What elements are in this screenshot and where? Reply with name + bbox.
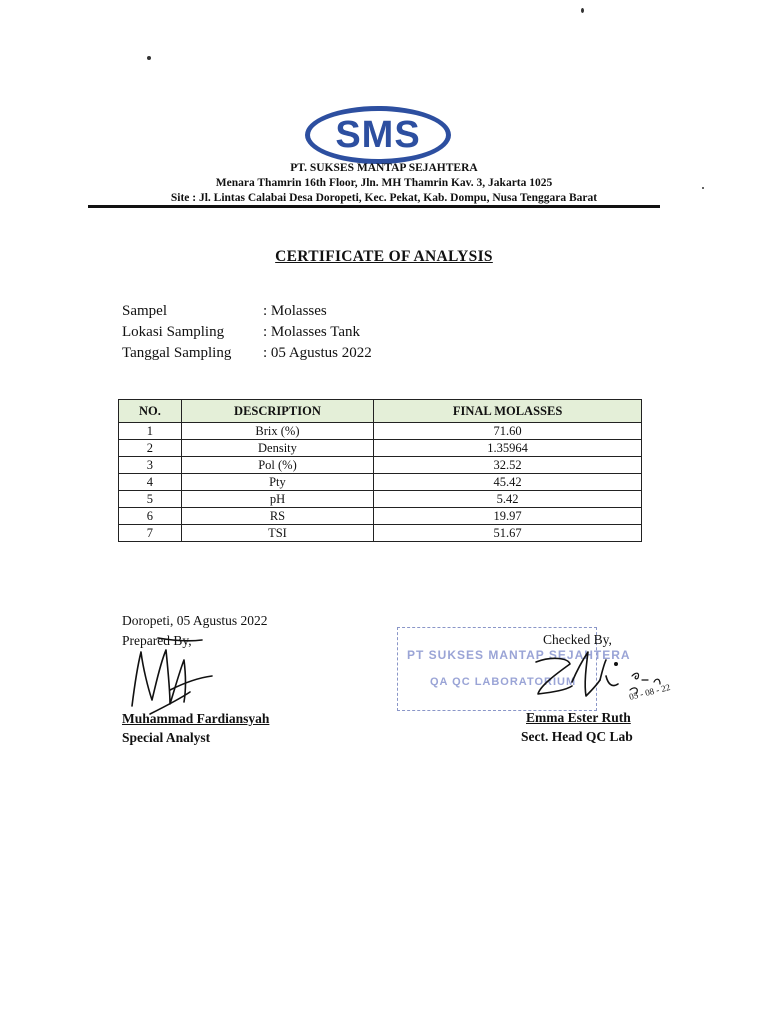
checker-role: Sect. Head QC Lab (521, 729, 633, 744)
cell-description: Density (181, 440, 373, 457)
stamp-lab-text: QA QC LABORATORIUM (430, 676, 577, 688)
stamp-company-text: PT SUKSES MANTAP SEJAHTERA (407, 648, 631, 662)
company-name: PT. SUKSES MANTAP SEJAHTERA (290, 162, 478, 174)
scan-speck (702, 187, 704, 189)
info-label: Tanggal Sampling (122, 345, 232, 361)
header-description: DESCRIPTION (181, 400, 373, 423)
cell-description: TSI (181, 525, 373, 542)
info-value: : 05 Agustus 2022 (263, 345, 372, 361)
cell-value: 71.60 (374, 423, 642, 440)
checked-by-label: Checked By, (543, 632, 612, 647)
cell-no: 1 (119, 423, 182, 440)
cell-no: 6 (119, 508, 182, 525)
info-value: : Molasses Tank (263, 324, 361, 340)
cell-no: 5 (119, 491, 182, 508)
cell-no: 2 (119, 440, 182, 457)
info-label: Lokasi Sampling (122, 324, 225, 340)
document-title: CERTIFICATE OF ANALYSIS (275, 248, 493, 265)
cell-value: 1.35964 (374, 440, 642, 457)
info-label: Sampel (122, 303, 167, 319)
cell-description: RS (181, 508, 373, 525)
cell-no: 3 (119, 457, 182, 474)
cell-description: pH (181, 491, 373, 508)
info-value: : Molasses (263, 303, 327, 319)
handwritten-date: 05 - 08 - 22 (628, 682, 672, 702)
scan-speck (581, 8, 584, 13)
header-no: NO. (119, 400, 182, 423)
cell-no: 4 (119, 474, 182, 491)
preparer-role: Special Analyst (122, 730, 211, 745)
preparer-signature (132, 638, 212, 714)
cell-value: 51.67 (374, 525, 642, 542)
cell-value: 5.42 (374, 491, 642, 508)
company-site: Site : Jl. Lintas Calabai Desa Doropeti, Kec. Pekat, Kab. Dompu, Nusa Tenggara Barat (170, 192, 598, 204)
cell-description: Pol (%) (181, 457, 373, 474)
place-date: Doropeti, 05 Agustus 2022 (122, 613, 268, 628)
cell-description: Pty (181, 474, 373, 491)
cell-value: 32.52 (374, 457, 642, 474)
checker-name: Emma Ester Ruth (526, 710, 631, 725)
preparer-name: Muhammad Fardiansyah (122, 711, 270, 726)
checker-signature (536, 652, 618, 696)
cell-description: Brix (%) (181, 423, 373, 440)
cell-value: 45.42 (374, 474, 642, 491)
header-final-molasses: FINAL MOLASSES (374, 400, 642, 423)
prepared-by-label: Prepared By, (122, 633, 192, 648)
scan-speck (147, 56, 151, 60)
cell-no: 7 (119, 525, 182, 542)
company-address: Menara Thamrin 16th Floor, Jln. MH Thamrin Kav. 3, Jakarta 1025 (215, 177, 553, 189)
logo-text: SMS (335, 114, 421, 156)
cell-value: 19.97 (374, 508, 642, 525)
